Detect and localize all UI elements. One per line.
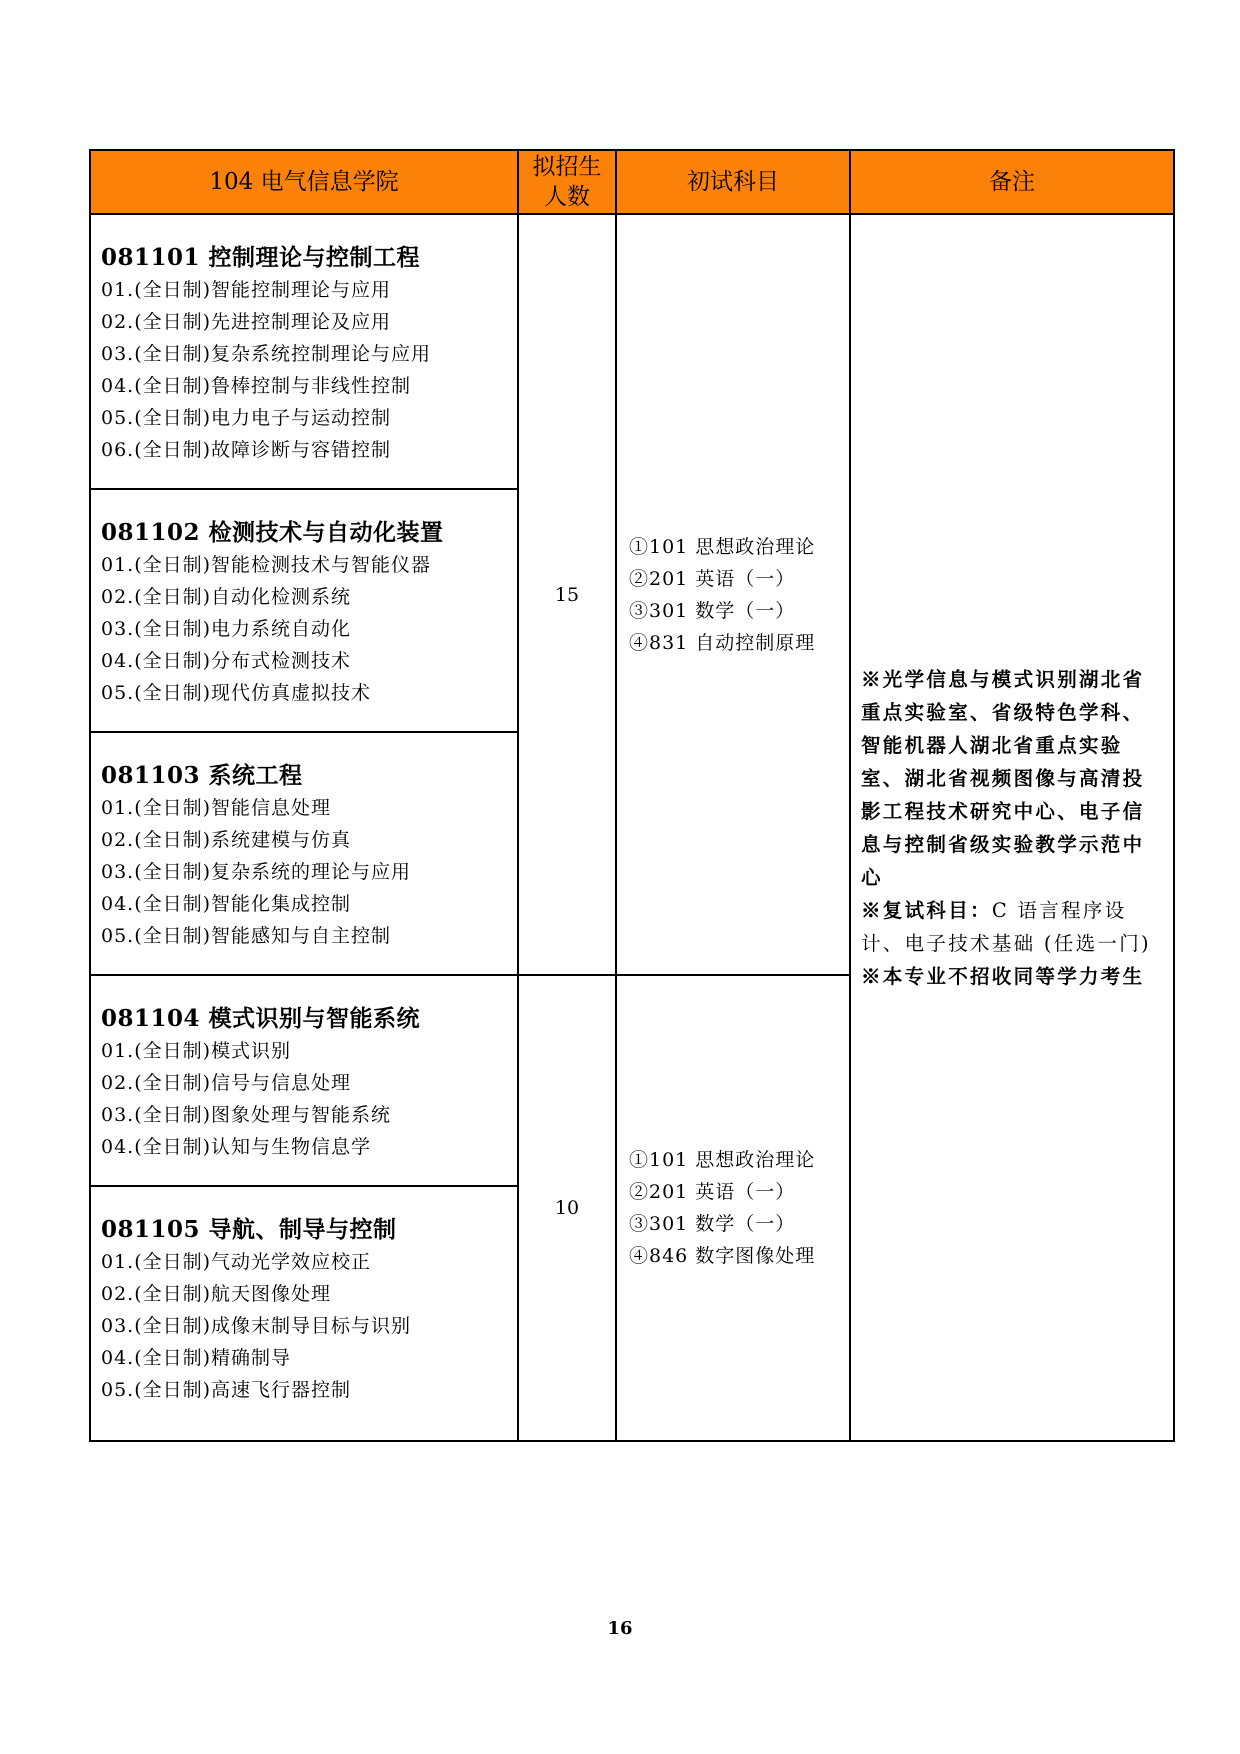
quota-cell: 10 (518, 975, 616, 1441)
table-header-row (90, 150, 1174, 214)
exam-subject: ①101 思想政治理论 (629, 1149, 816, 1171)
direction-item: 03.(全日制)成像末制导目标与识别 (101, 1315, 412, 1337)
direction-item: 05.(全日制)现代仿真虚拟技术 (101, 682, 372, 704)
exam-subject: ②201 英语（一） (629, 567, 796, 590)
direction-item: 02.(全日制)航天图像处理 (101, 1283, 332, 1305)
major-title: 081101 控制理论与控制工程 (101, 244, 421, 271)
exam-subject: ①101 思想政治理论 (629, 535, 816, 558)
direction-item: 01.(全日制)气动光学效应校正 (101, 1251, 372, 1273)
direction-item: 01.(全日制)模式识别 (101, 1040, 292, 1062)
exam-subject: ④846 数字图像处理 (629, 1245, 816, 1267)
page-number: 16 (607, 1618, 633, 1639)
header-quota (518, 150, 616, 214)
note-retest-subjects (861, 894, 1163, 960)
note-retest-value: C 语言程序设计、电子技术基础 (任选一门) (861, 898, 1151, 955)
direction-item: 03.(全日制)电力系统自动化 (101, 618, 352, 640)
exam-subjects-cell (616, 214, 850, 975)
major-title: 081105 导航、制导与控制 (101, 1216, 397, 1243)
note-labs: ※光学信息与模式识别湖北省重点实验室、省级特色学科、智能机器人湖北省重点实验室、湖北省视频图像与高清投影工程技术研究中心、电子信息与控制省级实验教学示范中心 (861, 667, 1145, 889)
direction-item: 04.(全日制)分布式检测技术 (101, 650, 352, 672)
direction-item: 04.(全日制)鲁棒控制与非线性控制 (101, 375, 412, 397)
exam-subject: ④831 自动控制原理 (629, 631, 816, 654)
direction-item: 06.(全日制)故障诊断与容错控制 (101, 439, 392, 461)
direction-item: 05.(全日制)电力电子与运动控制 (101, 407, 392, 429)
direction-item: 03.(全日制)图象处理与智能系统 (101, 1104, 392, 1126)
direction-item: 02.(全日制)信号与信息处理 (101, 1072, 352, 1094)
header-notes: 备注 (850, 150, 1174, 214)
direction-item: 02.(全日制)系统建模与仿真 (101, 829, 352, 851)
admissions-table (89, 149, 1175, 1442)
direction-item: 01.(全日制)智能控制理论与应用 (101, 279, 392, 301)
notes-cell (850, 214, 1174, 1441)
direction-item: 02.(全日制)自动化检测系统 (101, 586, 352, 608)
direction-item: 04.(全日制)精确制导 (101, 1347, 292, 1369)
exam-subject: ②201 英语（一） (629, 1181, 796, 1203)
major-081103 (90, 732, 518, 975)
major-081105 (90, 1186, 518, 1441)
header-quota-line2: 人数 (544, 184, 590, 210)
major-081102 (90, 489, 518, 732)
direction-item: 04.(全日制)认知与生物信息学 (101, 1136, 372, 1158)
quota-cell: 15 (518, 214, 616, 975)
direction-item: 03.(全日制)复杂系统的理论与应用 (101, 861, 412, 883)
direction-item: 01.(全日制)智能检测技术与智能仪器 (101, 554, 432, 576)
header-school: 104 电气信息学院 (90, 150, 518, 214)
exam-subject: ③301 数学（一） (629, 599, 796, 622)
exam-subjects-cell (616, 975, 850, 1441)
direction-item: 05.(全日制)智能感知与自主控制 (101, 925, 392, 947)
note-retest-label: ※复试科目： (861, 898, 992, 922)
direction-item: 04.(全日制)智能化集成控制 (101, 893, 352, 915)
major-081104 (90, 975, 518, 1186)
major-title: 081104 模式识别与智能系统 (101, 1005, 421, 1032)
major-title: 081102 检测技术与自动化装置 (101, 519, 444, 546)
exam-subject: ③301 数学（一） (629, 1213, 796, 1235)
header-subjects: 初试科目 (616, 150, 850, 214)
major-title: 081103 系统工程 (101, 762, 303, 789)
table-row (90, 214, 1174, 489)
note-no-equivalent: ※本专业不招收同等学力考生 (861, 964, 1145, 988)
direction-item: 01.(全日制)智能信息处理 (101, 797, 332, 819)
major-081101 (90, 214, 518, 489)
direction-item: 02.(全日制)先进控制理论及应用 (101, 311, 392, 333)
direction-item: 03.(全日制)复杂系统控制理论与应用 (101, 343, 432, 365)
direction-item: 05.(全日制)高速飞行器控制 (101, 1379, 352, 1401)
header-quota-line1: 拟招生 (532, 154, 602, 180)
